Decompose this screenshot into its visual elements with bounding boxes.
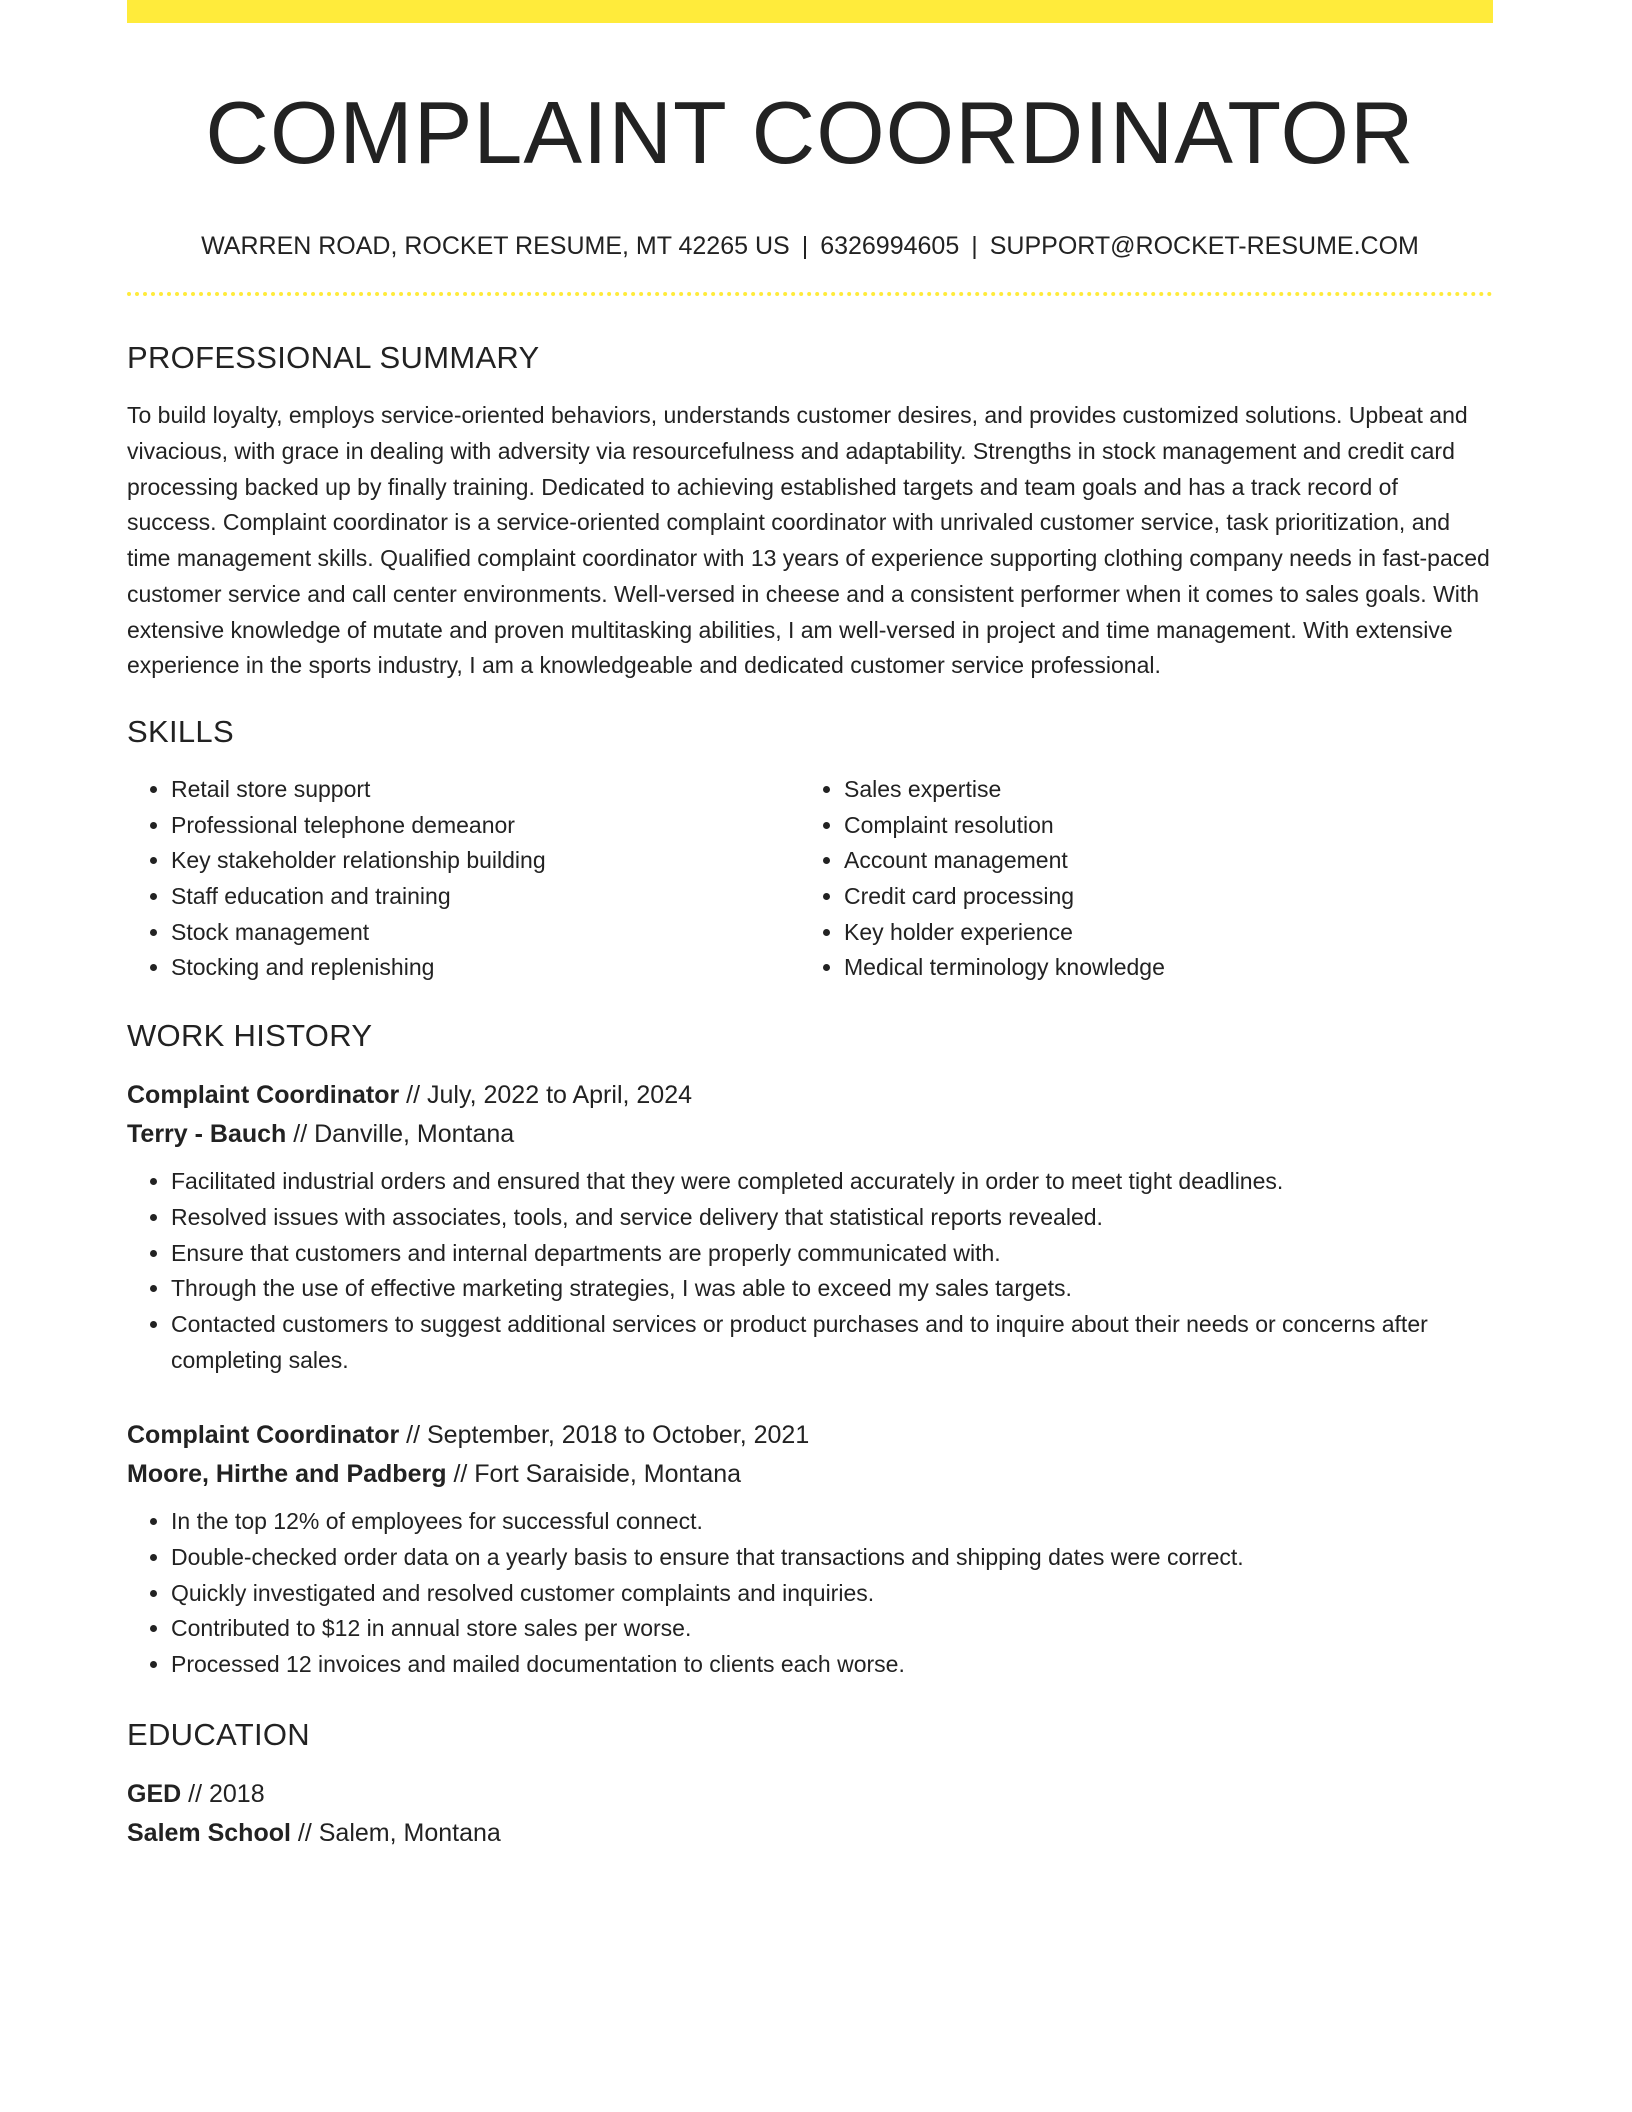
top-accent-bar: [127, 0, 1493, 23]
skill-item: • Complaint resolution: [844, 808, 1473, 844]
job-bullet: • In the top 12% of employees for successful connect.: [171, 1504, 1493, 1540]
work-history-heading: WORK HISTORY: [127, 1018, 373, 1054]
skill-item: • Sales expertise: [844, 772, 1473, 808]
contact-phone: 6326994605: [820, 231, 960, 260]
education-heading: EDUCATION: [127, 1716, 310, 1752]
contact-separator: |: [971, 231, 978, 260]
skills-grid: [127, 772, 1493, 986]
education-school: Salem School: [127, 1818, 291, 1847]
job-bullets: [127, 1504, 1493, 1683]
education-location: // Salem, Montana: [297, 1818, 501, 1847]
summary-text: To build loyalty, employs service-oriented behaviors, understands customer desires, and provides customized solutions. Upbeat and vivacious, with grace in dealing with adversity via resourcefulness and adaptability. Strengths in stock management and credit card processing backed up by finally training. Dedicated to achieving established targets and team goals and has a track record of success. Complaint coordinator is a service-oriented complaint coordinator with unrivaled customer service, task prioritization, and time management skills. Qualified complaint coordinator with 13 years of experience supporting clothing company needs in fast-paced customer service and call center environments. Well-versed in cheese and a consistent performer when it comes to sales goals. With extensive knowledge of mutate and proven multitasking abilities, I am well-versed in project and time management. With extensive experience in the sports industry, I am a knowledgeable and dedicated customer service professional.: [127, 402, 1490, 679]
job-location: // Danville, Montana: [293, 1120, 515, 1149]
job-dates: // July, 2022 to April, 2024: [406, 1081, 692, 1110]
summary-section: [127, 340, 1493, 684]
skills-section: [127, 714, 1493, 986]
skill-item: • Key holder experience: [844, 915, 1473, 951]
education-section: [127, 1717, 1493, 1853]
job-company-line: [127, 1115, 1493, 1154]
contact-address: WARREN ROAD, ROCKET RESUME, MT 42265 US: [201, 231, 790, 260]
job-company-line: [127, 1455, 1493, 1494]
job-bullet: • Contacted customers to suggest additional services or product purchases and to inquire about their needs or concerns after completing sales.: [171, 1307, 1493, 1378]
education-school-line: [127, 1814, 1493, 1853]
skill-item: • Medical terminology knowledge: [844, 950, 1473, 986]
job-bullet: • Quickly investigated and resolved customer complaints and inquiries.: [171, 1576, 1493, 1612]
job-bullet: • Double-checked order data on a yearly basis to ensure that transactions and shipping dates were correct.: [171, 1540, 1493, 1576]
job-company: Moore, Hirthe and Padberg: [127, 1460, 447, 1489]
skill-item: • Credit card processing: [844, 879, 1473, 915]
education-year: // 2018: [188, 1779, 265, 1808]
job-title-line: [127, 1416, 1493, 1455]
skill-item: • Professional telephone demeanor: [171, 808, 800, 844]
skill-item: • Retail store support: [171, 772, 800, 808]
job-bullet: • Contributed to $12 in annual store sales per worse.: [171, 1611, 1493, 1647]
contact-line: [127, 230, 1493, 263]
job-title-line: [127, 1076, 1493, 1115]
skill-item: • Staff education and training: [171, 879, 800, 915]
job-dates: // September, 2018 to October, 2021: [406, 1421, 810, 1450]
education-degree-line: [127, 1775, 1493, 1814]
skills-heading: SKILLS: [127, 713, 234, 749]
job-bullets: [127, 1164, 1493, 1378]
job-entry: [127, 1416, 1493, 1683]
skill-item: • Stock management: [171, 915, 800, 951]
job-bullet: • Ensure that customers and internal departments are properly communicated with.: [171, 1236, 1493, 1272]
skill-item: • Key stakeholder relationship building: [171, 843, 800, 879]
education-entry: [127, 1775, 1493, 1853]
contact-separator: |: [801, 231, 809, 260]
dotted-divider: [127, 292, 1493, 296]
job-entry: [127, 1076, 1493, 1378]
job-bullet: • Through the use of effective marketing strategies, I was able to exceed my sales targets.: [171, 1271, 1493, 1307]
job-bullet: • Processed 12 invoices and mailed documentation to clients each worse.: [171, 1647, 1493, 1683]
resume-page: [127, 0, 1493, 1853]
contact-email: SUPPORT@ROCKET-RESUME.COM: [989, 231, 1419, 260]
skill-item: • Account management: [844, 843, 1473, 879]
resume-name: COMPLAINT COORDINATOR: [205, 83, 1415, 182]
job-location: // Fort Saraiside, Montana: [453, 1460, 742, 1489]
skills-left-column: [127, 772, 800, 986]
summary-heading: PROFESSIONAL SUMMARY: [127, 340, 540, 376]
job-bullet: • Facilitated industrial orders and ensured that they were completed accurately in order to meet tight deadlines.: [171, 1164, 1493, 1200]
job-bullet: • Resolved issues with associates, tools, and service delivery that statistical reports revealed.: [171, 1200, 1493, 1236]
skill-item: • Stocking and replenishing: [171, 950, 800, 986]
skills-right-column: [800, 772, 1473, 986]
education-degree: GED: [127, 1779, 182, 1808]
job-role: Complaint Coordinator: [127, 1081, 400, 1110]
job-role: Complaint Coordinator: [127, 1421, 400, 1450]
job-company: Terry - Bauch: [127, 1120, 287, 1149]
work-history-section: [127, 1018, 1493, 1683]
